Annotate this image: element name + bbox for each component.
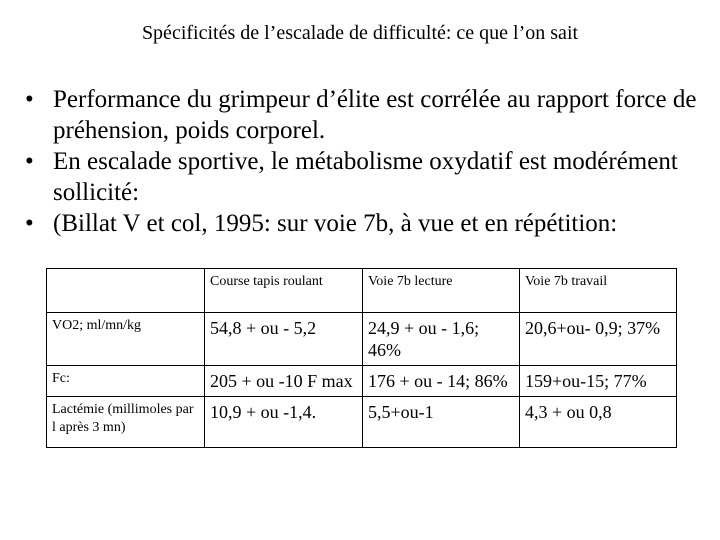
bullet-text: En escalade sportive, le métabolisme oxydatif est modérément sollicité: [53, 148, 678, 206]
table-cell: 20,6+ou- 0,9; 37% [520, 313, 677, 366]
table-cell: 10,9 + ou -1,4. [205, 397, 363, 448]
table-header-cell: Voie 7b lecture [363, 269, 520, 313]
data-table [46, 268, 677, 448]
bullet-icon: • [25, 86, 34, 113]
table-header-cell: Voie 7b travail [520, 269, 677, 313]
bullet-text: (Billat V et col, 1995: sur voie 7b, à vue et en répétition: [53, 210, 618, 237]
bullet-item [22, 84, 702, 146]
bullet-item [22, 146, 702, 208]
table-cell: 5,5+ou-1 [363, 397, 520, 448]
bullet-list [22, 84, 702, 239]
table-cell: 176 + ou - 14; 86% [363, 366, 520, 397]
table-cell: 4,3 + ou 0,8 [520, 397, 677, 448]
row-label-cell: VO2; ml/mn/kg [47, 313, 205, 366]
bullet-icon: • [25, 210, 34, 237]
table-row [47, 397, 677, 448]
row-label-cell: Lactémie (millimoles par l après 3 mn) [47, 397, 205, 448]
table-cell: 205 + ou -10 F max [205, 366, 363, 397]
table-row [47, 313, 677, 366]
slide-title: Spécificités de l’escalade de difficulté: ce que l’on sait [141, 22, 579, 44]
bullet-icon: • [25, 148, 34, 175]
table-cell: 24,9 + ou - 1,6; 46% [363, 313, 520, 366]
bullet-item [22, 208, 702, 239]
table-header-cell: Course tapis roulant [205, 269, 363, 313]
table-cell: 54,8 + ou - 5,2 [205, 313, 363, 366]
table-header-row [47, 269, 677, 313]
table-header-cell [47, 269, 205, 313]
table-row [47, 366, 677, 397]
bullet-text: Performance du grimpeur d’élite est corrélée au rapport force de préhension, poids corporel. [53, 86, 697, 144]
table-cell: 159+ou-15; 77% [520, 366, 677, 397]
row-label-cell: Fc: [47, 366, 205, 397]
